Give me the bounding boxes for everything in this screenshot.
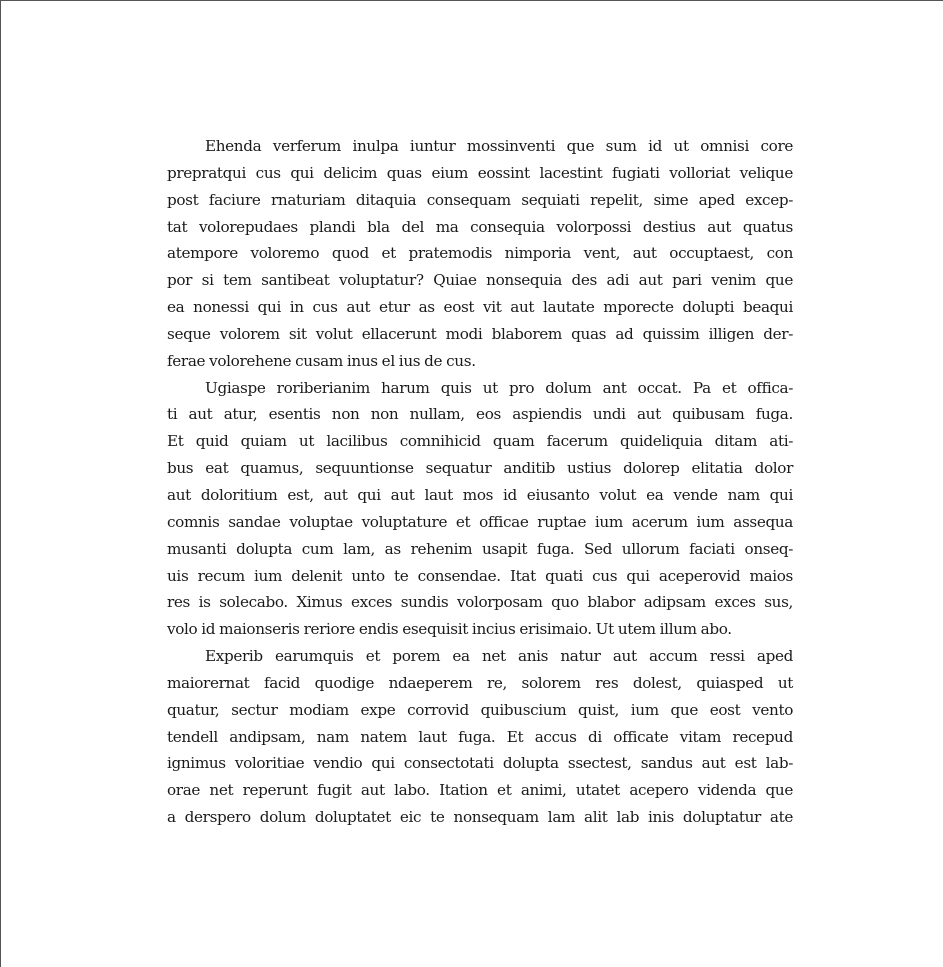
text-line: ti aut atur, esentis non non nullam, eos aspiendis undi aut quibusam fuga. <box>167 405 793 424</box>
text-line: ferae volorehene cusam inus el ius de cus. <box>167 351 476 370</box>
text-line: tendell andipsam, nam natem laut fuga. Et accus di officate vitam recepud <box>167 727 793 746</box>
text-line: quatur, sectur modiam expe corrovid quibuscium quist, ium que eost vento <box>167 700 793 719</box>
text-line: tat volorepudaes plandi bla del ma consequia volorpossi destius aut quatus <box>167 217 793 236</box>
text-line: seque volorem sit volut ellacerunt modi blaborem quas ad quissim illigen der- <box>167 324 793 343</box>
text-line: comnis sandae voluptae voluptature et officae ruptae ium acerum ium assequa <box>167 512 793 531</box>
text-line: Experib earumquis et porem ea net anis natur aut accum ressi aped <box>205 647 793 666</box>
text-line: ea nonessi qui in cus aut etur as eost vit aut lautate mporecte dolupti beaqui <box>167 298 793 317</box>
text-line: maiorernat facid quodige ndaeperem re, solorem res dolest, quiasped ut <box>167 673 793 692</box>
text-line: Ehenda verferum inulpa iuntur mossinventi que sum id ut omnisi core <box>205 137 793 155</box>
text-line: atempore voloremo quod et pratemodis nimporia vent, aut occuptaest, con <box>167 244 793 263</box>
paragraph-3 <box>167 643 793 831</box>
text-line: prepratqui cus qui delicim quas eium eossint lacestint fugiati volloriat velique <box>167 163 793 182</box>
text-line: ignimus voloritiae vendio qui consectotati dolupta ssectest, sandus aut est lab- <box>167 754 793 773</box>
text-line: por si tem santibeat voluptatur? Quiae nonsequia des adi aut pari venim que <box>167 271 793 290</box>
text-line: aut doloritium est, aut qui aut laut mos id eiusanto volut ea vende nam qui <box>167 485 793 504</box>
paragraph-1 <box>167 133 793 375</box>
paragraph-2 <box>167 375 793 643</box>
text-line: a derspero dolum doluptatet eic te nonsequam lam alit lab inis doluptatur ate <box>167 808 793 827</box>
text-line: bus eat quamus, sequuntionse sequatur anditib ustius dolorep elitatia dolor <box>167 459 793 478</box>
text-line: volo id maionseris reriore endis esequisit incius erisimaio. Ut utem illum abo. <box>167 620 732 639</box>
text-line: Et quid quiam ut lacilibus comnihicid quam facerum quideliquia ditam ati- <box>167 432 793 451</box>
text-line: res is solecabo. Ximus exces sundis volorposam quo blabor adipsam exces sus, <box>167 593 793 612</box>
text-line: musanti dolupta cum lam, as rehenim usapit fuga. Sed ullorum faciati onseq- <box>167 539 793 558</box>
text-line: Ugiaspe roriberianim harum quis ut pro dolum ant occat. Pa et offica- <box>205 378 793 397</box>
text-line: orae net reperunt fugit aut labo. Itation et animi, utatet acepero videnda que <box>167 781 793 800</box>
text-line: uis recum ium delenit unto te consendae. Itat quati cus qui aceperovid maios <box>167 566 793 585</box>
text-line: post faciure rnaturiam ditaquia consequam sequiati repelit, sime aped excep- <box>167 190 793 209</box>
body-text <box>167 133 793 831</box>
